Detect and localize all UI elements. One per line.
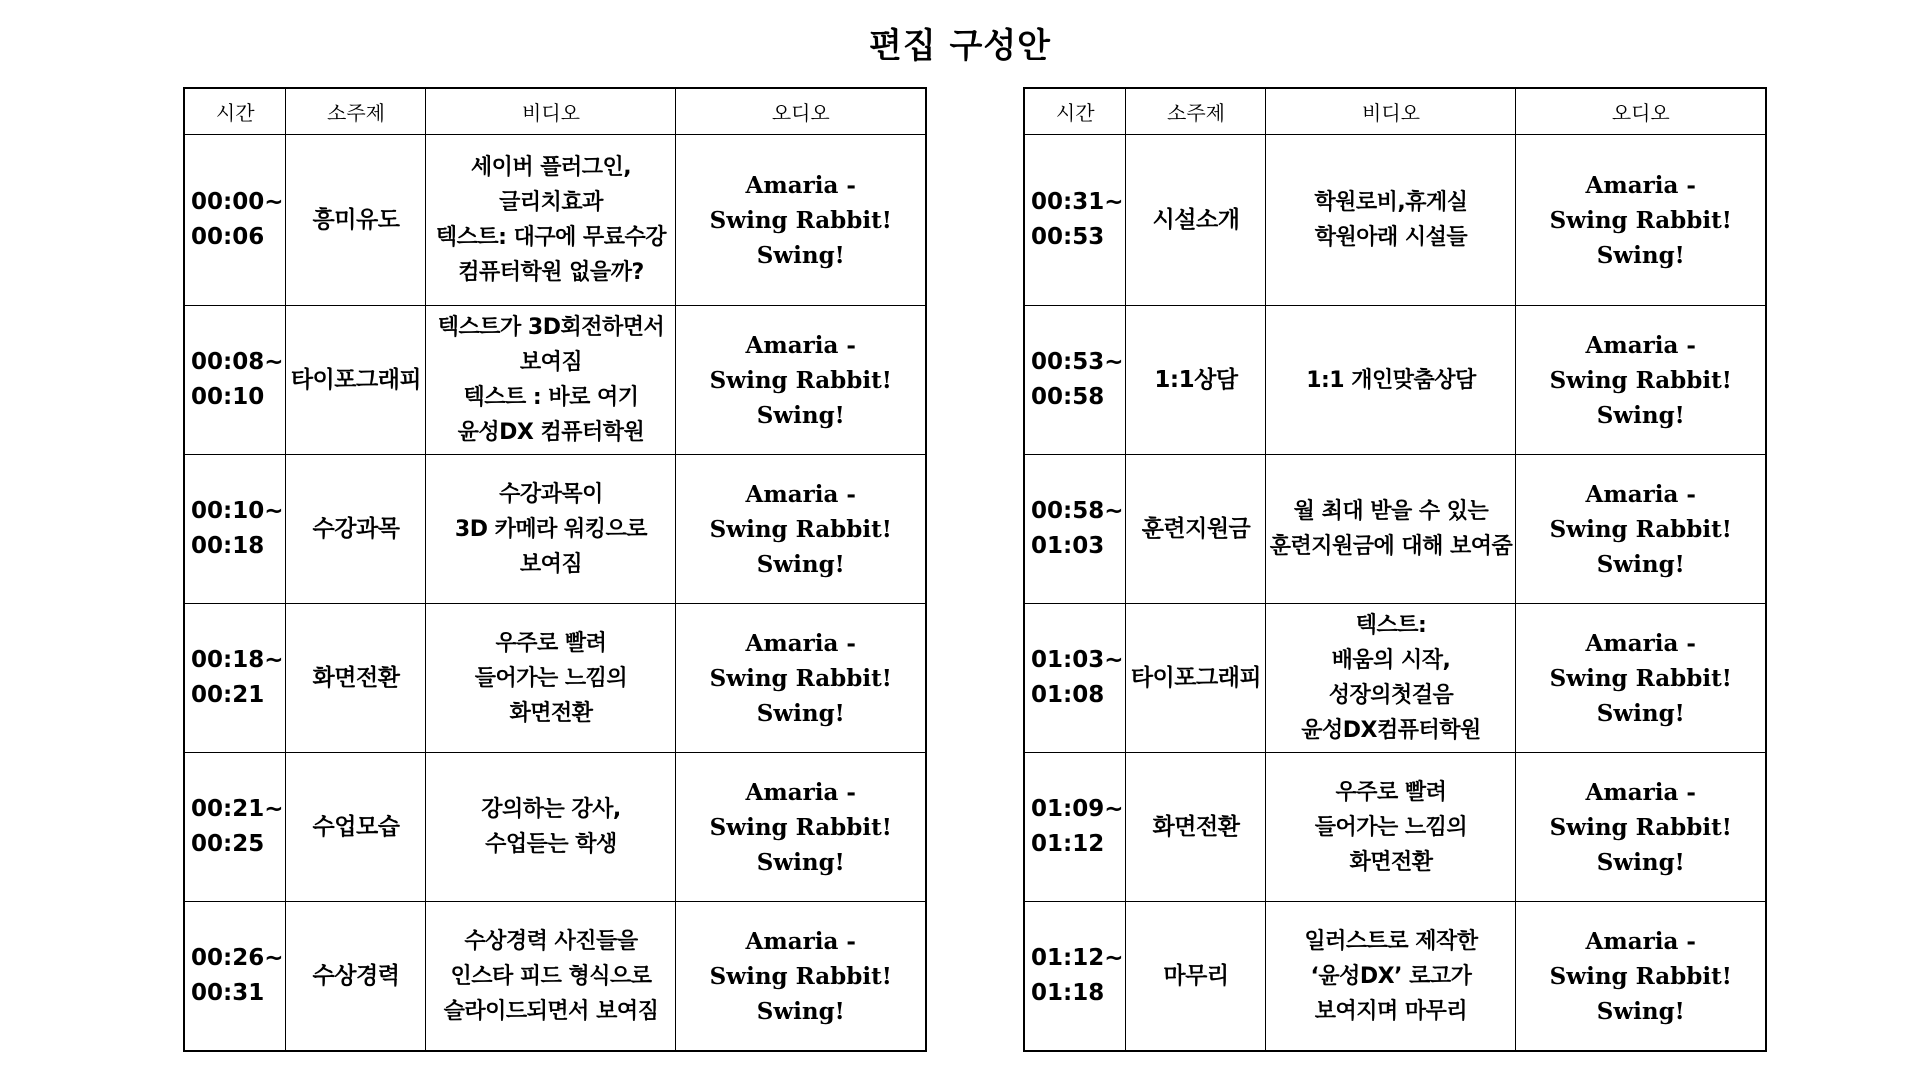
table-header-row [184,88,926,135]
audio-cell: Amaria - Swing Rabbit! Swing! [1516,135,1766,306]
table-row [1024,604,1766,753]
video-cell: 월 최대 받을 수 있는 훈련지원금에 대해 보여줌 [1266,455,1516,604]
time-cell: 00:08~ 00:10 [184,306,286,455]
video-cell: 우주로 빨려 들어가는 느낌의 화면전환 [426,604,676,753]
storyboard-table-right [1023,87,1767,1052]
table-row [1024,902,1766,1052]
table-row [1024,306,1766,455]
topic-cell: 타이포그래피 [286,306,426,455]
time-cell: 00:31~ 00:53 [1024,135,1126,306]
video-cell: 수강과목이 3D 카메라 워킹으로 보여짐 [426,455,676,604]
table-row [184,902,926,1052]
table-row [184,455,926,604]
time-cell: 00:10~ 00:18 [184,455,286,604]
storyboard-table-left [183,87,927,1052]
header-audio: 오디오 [676,88,926,135]
video-cell: 1:1 개인맞춤상담 [1266,306,1516,455]
audio-cell: Amaria - Swing Rabbit! Swing! [676,455,926,604]
topic-cell: 타이포그래피 [1126,604,1266,753]
time-cell: 00:21~ 00:25 [184,753,286,902]
topic-cell: 흥미유도 [286,135,426,306]
audio-cell: Amaria - Swing Rabbit! Swing! [676,306,926,455]
video-cell: 강의하는 강사, 수업듣는 학생 [426,753,676,902]
topic-cell: 시설소개 [1126,135,1266,306]
topic-cell: 화면전환 [1126,753,1266,902]
time-cell: 00:53~ 00:58 [1024,306,1126,455]
header-time: 시간 [184,88,286,135]
audio-cell: Amaria - Swing Rabbit! Swing! [676,135,926,306]
header-video: 비디오 [426,88,676,135]
topic-cell: 수상경력 [286,902,426,1052]
video-cell: 우주로 빨려 들어가는 느낌의 화면전환 [1266,753,1516,902]
video-cell: 텍스트: 배움의 시작, 성장의첫걸음 윤성DX컴퓨터학원 [1266,604,1516,753]
header-video: 비디오 [1266,88,1516,135]
time-cell: 01:12~ 01:18 [1024,902,1126,1052]
table-row [184,604,926,753]
video-cell: 학원로비,휴게실 학원아래 시설들 [1266,135,1516,306]
header-topic: 소주제 [1126,88,1266,135]
header-time: 시간 [1024,88,1126,135]
audio-cell: Amaria - Swing Rabbit! Swing! [676,604,926,753]
topic-cell: 수강과목 [286,455,426,604]
video-cell: 일러스트로 제작한 ‘윤성DX’ 로고가 보여지며 마무리 [1266,902,1516,1052]
video-cell: 세이버 플러그인, 글리치효과 텍스트: 대구에 무료수강 컴퓨터학원 없을까? [426,135,676,306]
time-cell: 00:26~ 00:31 [184,902,286,1052]
topic-cell: 수업모습 [286,753,426,902]
table-row [184,135,926,306]
table-row [184,306,926,455]
table-header-row [1024,88,1766,135]
time-cell: 00:18~ 00:21 [184,604,286,753]
audio-cell: Amaria - Swing Rabbit! Swing! [1516,902,1766,1052]
header-topic: 소주제 [286,88,426,135]
audio-cell: Amaria - Swing Rabbit! Swing! [676,902,926,1052]
time-cell: 01:03~ 01:08 [1024,604,1126,753]
table-row [1024,135,1766,306]
table-row [1024,455,1766,604]
time-cell: 01:09~ 01:12 [1024,753,1126,902]
page-title: 편집 구성안 [868,26,1052,66]
header-audio: 오디오 [1516,88,1766,135]
video-cell: 수상경력 사진들을 인스타 피드 형식으로 슬라이드되면서 보여짐 [426,902,676,1052]
audio-cell: Amaria - Swing Rabbit! Swing! [676,753,926,902]
audio-cell: Amaria - Swing Rabbit! Swing! [1516,604,1766,753]
audio-cell: Amaria - Swing Rabbit! Swing! [1516,753,1766,902]
topic-cell: 화면전환 [286,604,426,753]
table-row [184,753,926,902]
audio-cell: Amaria - Swing Rabbit! Swing! [1516,306,1766,455]
video-cell: 텍스트가 3D회전하면서 보여짐 텍스트 : 바로 여기 윤성DX 컴퓨터학원 [426,306,676,455]
table-row [1024,753,1766,902]
time-cell: 00:58~ 01:03 [1024,455,1126,604]
topic-cell: 마무리 [1126,902,1266,1052]
topic-cell: 1:1상담 [1126,306,1266,455]
time-cell: 00:00~ 00:06 [184,135,286,306]
audio-cell: Amaria - Swing Rabbit! Swing! [1516,455,1766,604]
topic-cell: 훈련지원금 [1126,455,1266,604]
